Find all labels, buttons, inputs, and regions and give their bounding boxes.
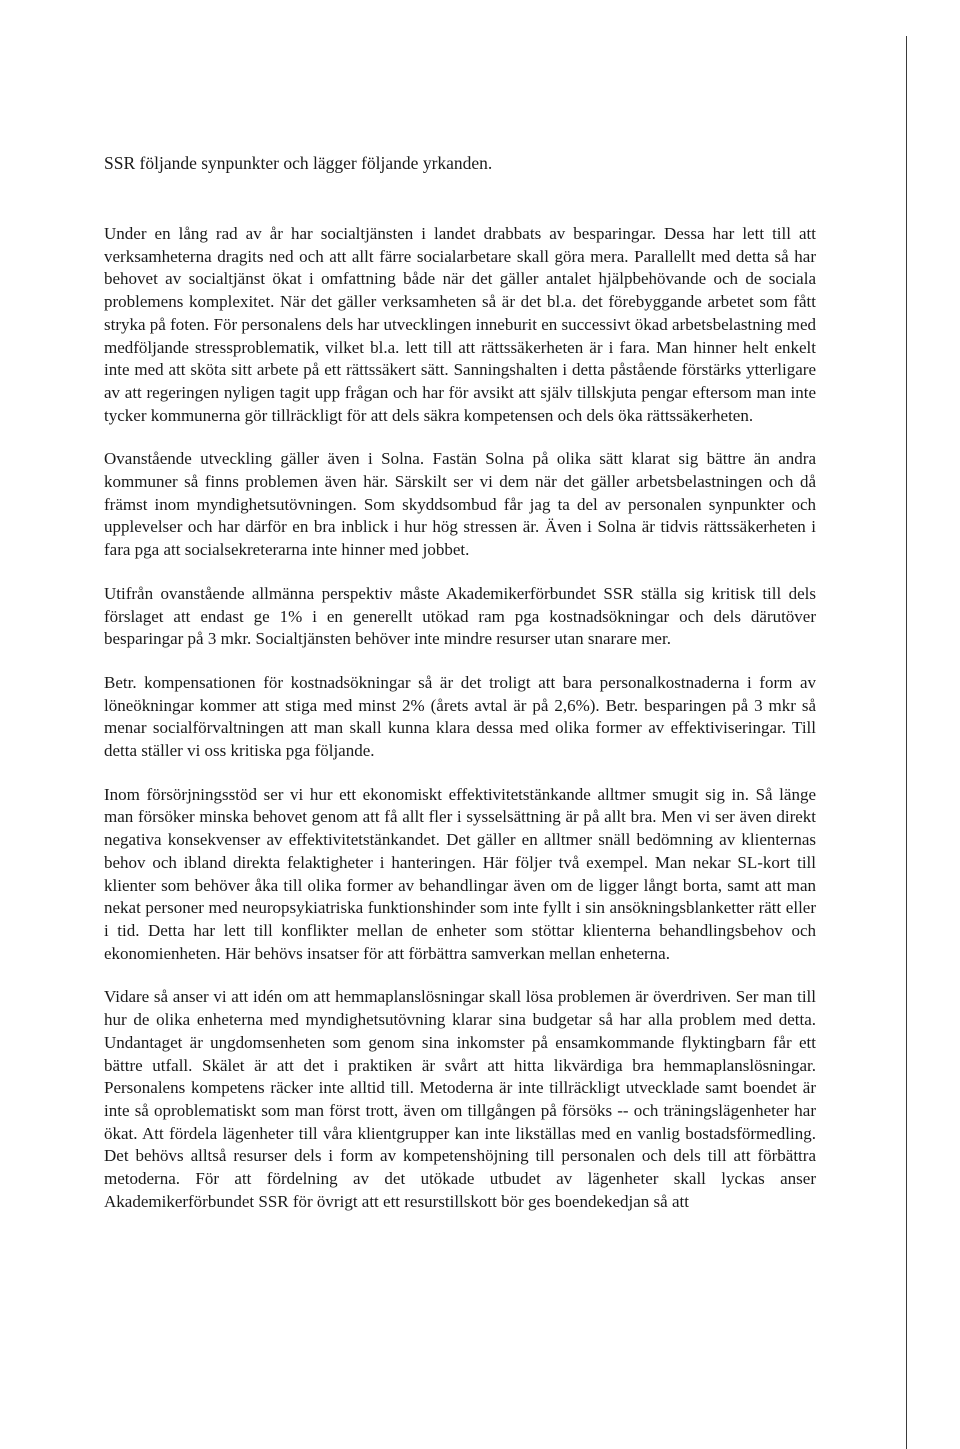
paragraph-solna: Ovanstående utveckling gäller även i Solna. Fastän Solna på olika sätt klarat sig bättre än andra kommuner så finns problemen även här. Särskilt ser vi dem när det gäller arbetsbelastningen och då främst inom myndighetsutövningen. Som skyddsombud får jag ta del av personalen synpunkter och upplevelser och har därför en bra inblick i hur hög stressen är. Även i Solna är tidvis rättssäkerheten i fara pga att socialsekreterarna inte hinner med jobbet. xyxy=(104,449,816,560)
paragraph-cutbacks: Under en lång rad av år har socialtjänsten i landet drabbats av besparingar. Dessa har lett till att verksamheterna dragits ned och att allt färre socialarbetare skall göra mera. Parallellt med detta så har behovet av socialtjänst ökat i omfattning både när det gäller antalet hjälpbehövande och de sociala problemens komplexitet. När det gäller verksamheten så är det bl.a. det förebyggande arbetet som fått stryka på foten. För personalens dels har utvecklingen inneburit en successivt ökad arbetsbelastning med medföljande stressproblematik, vilket bl.a. lett till att rättssäkerheten är i fara. Man hinner helt enkelt inte med att sköta sitt arbete på ett rättssäkert sätt. Sanningshalten i detta påstående förstärks ytterligare av att regeringen nyligen tagit upp frågan och har för avsikt att själv tillskjuta pengar eftersom man inte tycker kommunerna gör tillräckligt för att dels säkra kompetensen och dels öka rättssäkerheten. xyxy=(104,224,816,425)
page-edge-line xyxy=(906,36,907,1449)
paragraph-ssr-critique: Utifrån ovanstående allmänna perspektiv måste Akademikerförbundet SSR ställa sig kritisk till dels förslaget att endast ge 1% i en generellt utökad ram pga kostnadsökningar och dels därutöver besparingar på 3 mkr. Socialtjänsten behöver inte mindre resurser utan snarare mer. xyxy=(104,583,816,649)
paragraph-home-solutions: Vidare så anser vi att idén om att hemmaplanslösningar skall lösa problemen är överdriven. Ser man till hur de olika enheterna med myndighetsutövning klarar sina budgetar så har alla problem med detta. Undantaget är ungdomsenheten som genom sina inkomster på ensamkommande flyktingbarn får ett bättre utfall. Skälet är att det i praktiken är svårt att hitta likvärdiga bra hemmaplanslösningar. Personalens kompetens räcker inte alltid till. Metoderna är inte tillräckligt utvecklade samt boendet är inte så oproblematiskt som man först trott, även om tillgången på försöks -- och träningslägenheter har ökat. Att fördela lägenheter till våra klientgrupper kan inte likställas med en vanlig bostadsförmedling. Det behövs alltså resurser dels i form av kompetenshöjning till personalen och dels till att förbättra metoderna. För att fördelning av det utökade utbudet av lägenheter skall lyckas anser Akademikerförbundet SSR för övrigt att ett resurstillskott bör ges boendekedjan så att xyxy=(104,987,816,1211)
document-body xyxy=(104,223,816,1234)
paragraph-income-support: Inom försörjningsstöd ser vi hur ett ekonomiskt effektivitetstänkande alltmer smugit sig in. Så länge man försöker minska behovet genom att få allt fler i sysselsättning är på allt bra. Men vi ser även direkt negativa konsekvenser av effektivitetstänkandet. Det gäller en alltmer snäll bedömning av klienternas behov och ibland direkta felaktigheter i hanteringen. Här följer två exempel. Man nekar SL-kort till klienter som behöver åka till olika former av behandlingar även om de ligger långt borta, samt att man nekat personer med neuropsykiatriska funktionshinder som inte fyllt i sin ansökningsblanketter rätt eller i tid. Detta har lett till konflikter mellan de enheter som stöttar klienterna behandlingsbehov och ekonomienheten. Här behövs insatser för att förbättra samverkan mellan enheterna. xyxy=(104,784,816,963)
intro-line: SSR följande synpunkter och lägger följande yrkanden. xyxy=(104,153,493,173)
paragraph-cost-compensation: Betr. kompensationen för kostnadsökningar så är det troligt att bara personalkostnaderna i form av löneökningar kommer att stiga med minst 2% (årets avtal är på 2,6%). Betr. besparingen på 3 mkr så menar socialförvaltningen att man skall kunna klara dessa med olika former av effektiviseringar. Till detta ställer vi oss kritiska pga följande. xyxy=(104,672,816,761)
